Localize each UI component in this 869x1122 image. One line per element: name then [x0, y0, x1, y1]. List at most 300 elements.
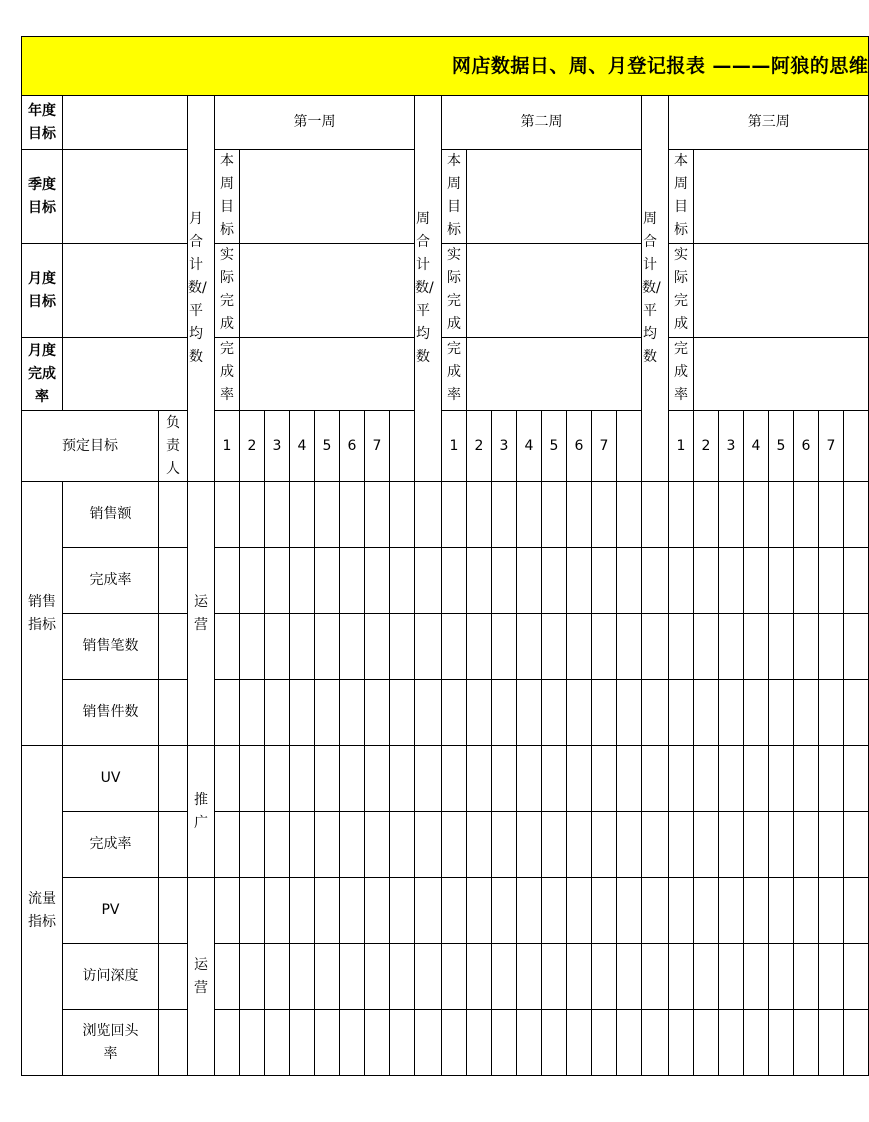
- data-cell[interactable]: [794, 680, 819, 746]
- data-cell[interactable]: [517, 614, 542, 680]
- data-cell[interactable]: [592, 878, 617, 944]
- data-cell[interactable]: [567, 482, 592, 548]
- data-cell[interactable]: [467, 614, 492, 680]
- data-cell[interactable]: [390, 614, 415, 680]
- data-cell[interactable]: [794, 878, 819, 944]
- data-cell[interactable]: [415, 482, 442, 548]
- data-cell[interactable]: [844, 680, 869, 746]
- data-cell[interactable]: [744, 614, 769, 680]
- data-cell[interactable]: [492, 746, 517, 812]
- data-cell[interactable]: [669, 680, 694, 746]
- data-cell[interactable]: [240, 812, 265, 878]
- data-cell[interactable]: [517, 1010, 542, 1076]
- data-cell[interactable]: [290, 548, 315, 614]
- data-cell[interactable]: [642, 944, 669, 1010]
- week-3-rate-text: 完成率: [674, 341, 688, 403]
- data-cell[interactable]: [719, 812, 744, 878]
- data-cell[interactable]: [492, 878, 517, 944]
- data-cell[interactable]: [517, 680, 542, 746]
- data-cell[interactable]: [240, 680, 265, 746]
- data-cell[interactable]: [442, 482, 467, 548]
- metric-target-value: [159, 878, 188, 944]
- data-cell[interactable]: [769, 1010, 794, 1076]
- data-cell[interactable]: [290, 812, 315, 878]
- data-cell[interactable]: [744, 548, 769, 614]
- data-cell[interactable]: [240, 1010, 265, 1076]
- data-cell[interactable]: [315, 548, 340, 614]
- data-cell[interactable]: [415, 548, 442, 614]
- data-cell[interactable]: [719, 944, 744, 1010]
- data-cell[interactable]: [315, 746, 340, 812]
- data-cell[interactable]: [290, 1010, 315, 1076]
- metric-label-text: 销售件数: [82, 704, 139, 720]
- data-cell[interactable]: [390, 680, 415, 746]
- data-cell[interactable]: [215, 1010, 240, 1076]
- data-cell[interactable]: [265, 614, 290, 680]
- data-cell[interactable]: [290, 680, 315, 746]
- data-cell[interactable]: [390, 878, 415, 944]
- data-cell[interactable]: [340, 614, 365, 680]
- day-number: 3: [499, 437, 509, 454]
- data-cell[interactable]: [442, 548, 467, 614]
- data-cell[interactable]: [769, 746, 794, 812]
- day-number: 2: [474, 437, 484, 454]
- data-cell[interactable]: [819, 878, 844, 944]
- data-cell[interactable]: [467, 1010, 492, 1076]
- metric-target-value: [159, 746, 188, 812]
- data-cell[interactable]: [315, 614, 340, 680]
- data-cell[interactable]: [819, 746, 844, 812]
- week-3-day-cell: [719, 411, 744, 482]
- data-cell[interactable]: [442, 812, 467, 878]
- data-cell[interactable]: [240, 878, 265, 944]
- month-target-text: 月度目标: [28, 270, 56, 310]
- week-2-header: [442, 96, 642, 150]
- data-cell[interactable]: [769, 548, 794, 614]
- data-cell[interactable]: [442, 878, 467, 944]
- data-cell[interactable]: [215, 680, 240, 746]
- data-cell[interactable]: [290, 614, 315, 680]
- week-2-rate-value: [467, 338, 642, 411]
- data-cell[interactable]: [769, 878, 794, 944]
- data-cell[interactable]: [719, 1010, 744, 1076]
- week-3-day-cell: [769, 411, 794, 482]
- data-cell[interactable]: [240, 548, 265, 614]
- month-completion-label: [22, 338, 63, 411]
- data-cell[interactable]: [617, 746, 642, 812]
- owner-cell: [188, 746, 215, 878]
- data-cell[interactable]: [467, 482, 492, 548]
- data-cell[interactable]: [567, 548, 592, 614]
- data-cell[interactable]: [467, 680, 492, 746]
- data-cell[interactable]: [365, 812, 390, 878]
- data-cell[interactable]: [290, 944, 315, 1010]
- week-3-target-label: [669, 150, 694, 244]
- week-1-actual-label: [215, 244, 240, 338]
- data-cell[interactable]: [794, 812, 819, 878]
- data-cell[interactable]: [542, 812, 567, 878]
- data-cell[interactable]: [694, 1010, 719, 1076]
- data-cell[interactable]: [340, 1010, 365, 1076]
- day-number: 6: [801, 437, 811, 454]
- data-cell[interactable]: [517, 746, 542, 812]
- data-cell[interactable]: [794, 548, 819, 614]
- data-cell[interactable]: [517, 878, 542, 944]
- data-cell[interactable]: [517, 482, 542, 548]
- data-cell[interactable]: [340, 812, 365, 878]
- data-cell[interactable]: [719, 614, 744, 680]
- month-target-value: [63, 244, 188, 338]
- data-cell[interactable]: [744, 878, 769, 944]
- data-cell[interactable]: [794, 614, 819, 680]
- data-cell[interactable]: [365, 680, 390, 746]
- data-cell[interactable]: [567, 746, 592, 812]
- data-cell[interactable]: [467, 812, 492, 878]
- data-cell[interactable]: [567, 680, 592, 746]
- data-cell[interactable]: [592, 944, 617, 1010]
- data-cell[interactable]: [719, 878, 744, 944]
- data-cell[interactable]: [794, 746, 819, 812]
- data-cell[interactable]: [290, 878, 315, 944]
- data-cell[interactable]: [467, 878, 492, 944]
- data-cell[interactable]: [365, 944, 390, 1010]
- data-cell[interactable]: [265, 548, 290, 614]
- data-cell[interactable]: [415, 1010, 442, 1076]
- data-cell[interactable]: [340, 680, 365, 746]
- data-cell[interactable]: [694, 812, 719, 878]
- week-2-rate-label: [442, 338, 467, 411]
- data-cell[interactable]: [365, 878, 390, 944]
- data-cell[interactable]: [617, 548, 642, 614]
- table-row: [22, 1010, 869, 1076]
- data-cell[interactable]: [215, 878, 240, 944]
- month-sum-text: 月合计数/平均数: [188, 211, 207, 365]
- week-2-day-cell: [492, 411, 517, 482]
- data-cell[interactable]: [642, 746, 669, 812]
- data-cell[interactable]: [315, 878, 340, 944]
- data-cell[interactable]: [265, 878, 290, 944]
- data-cell[interactable]: [642, 614, 669, 680]
- day-number: 7: [372, 437, 382, 454]
- data-cell[interactable]: [694, 878, 719, 944]
- table-row: [22, 614, 869, 680]
- data-cell[interactable]: [442, 680, 467, 746]
- data-cell[interactable]: [390, 812, 415, 878]
- data-cell[interactable]: [442, 1010, 467, 1076]
- data-cell[interactable]: [669, 548, 694, 614]
- data-cell[interactable]: [719, 680, 744, 746]
- data-cell[interactable]: [592, 746, 617, 812]
- week-1-day-cell: [390, 411, 415, 482]
- data-cell[interactable]: [642, 812, 669, 878]
- data-cell[interactable]: [819, 482, 844, 548]
- data-cell[interactable]: [492, 1010, 517, 1076]
- metric-label: [63, 680, 159, 746]
- day-number: 3: [272, 437, 282, 454]
- data-cell[interactable]: [669, 482, 694, 548]
- data-cell[interactable]: [592, 1010, 617, 1076]
- owner-cell: [188, 482, 215, 746]
- data-cell[interactable]: [592, 548, 617, 614]
- data-cell[interactable]: [315, 1010, 340, 1076]
- data-cell[interactable]: [340, 482, 365, 548]
- day-number: 5: [322, 437, 332, 454]
- data-cell[interactable]: [467, 548, 492, 614]
- data-cell[interactable]: [542, 614, 567, 680]
- data-cell[interactable]: [642, 482, 669, 548]
- data-cell[interactable]: [265, 812, 290, 878]
- data-cell[interactable]: [744, 482, 769, 548]
- metric-label: [63, 1010, 159, 1076]
- data-cell[interactable]: [215, 746, 240, 812]
- data-cell[interactable]: [567, 812, 592, 878]
- data-cell[interactable]: [819, 1010, 844, 1076]
- group-label-2: [22, 746, 63, 1076]
- data-cell[interactable]: [340, 746, 365, 812]
- data-cell[interactable]: [517, 548, 542, 614]
- data-cell[interactable]: [517, 812, 542, 878]
- data-cell[interactable]: [844, 614, 869, 680]
- data-cell[interactable]: [492, 482, 517, 548]
- data-cell[interactable]: [819, 680, 844, 746]
- week-1-day-cell: [365, 411, 390, 482]
- data-cell[interactable]: [467, 746, 492, 812]
- day-number: 2: [701, 437, 711, 454]
- data-cell[interactable]: [642, 1010, 669, 1076]
- data-cell[interactable]: [819, 614, 844, 680]
- metric-label-text: UV: [100, 770, 121, 786]
- annual-target-value: [63, 96, 188, 150]
- data-cell[interactable]: [844, 746, 869, 812]
- data-cell[interactable]: [744, 812, 769, 878]
- data-cell[interactable]: [819, 944, 844, 1010]
- data-cell[interactable]: [390, 944, 415, 1010]
- data-cell[interactable]: [642, 680, 669, 746]
- data-cell[interactable]: [365, 482, 390, 548]
- data-cell[interactable]: [215, 614, 240, 680]
- data-cell[interactable]: [744, 746, 769, 812]
- data-cell[interactable]: [492, 680, 517, 746]
- data-cell[interactable]: [265, 746, 290, 812]
- data-cell[interactable]: [365, 614, 390, 680]
- data-cell[interactable]: [415, 944, 442, 1010]
- week-2-label: 第二周: [520, 114, 563, 130]
- metric-target-value: [159, 944, 188, 1010]
- data-cell[interactable]: [315, 680, 340, 746]
- data-cell[interactable]: [492, 614, 517, 680]
- data-cell[interactable]: [542, 482, 567, 548]
- week-2-day-cell: [542, 411, 567, 482]
- week-2-actual-value: [467, 244, 642, 338]
- data-cell[interactable]: [290, 482, 315, 548]
- data-cell[interactable]: [794, 944, 819, 1010]
- week-3-target-text: 本周目标: [674, 153, 688, 238]
- data-cell[interactable]: [567, 614, 592, 680]
- data-cell[interactable]: [844, 812, 869, 878]
- data-cell[interactable]: [642, 878, 669, 944]
- data-cell[interactable]: [617, 812, 642, 878]
- metric-target-value: [159, 1010, 188, 1076]
- table-row: [22, 812, 869, 878]
- data-cell[interactable]: [442, 746, 467, 812]
- data-cell[interactable]: [669, 1010, 694, 1076]
- data-cell[interactable]: [592, 614, 617, 680]
- day-number: 1: [449, 437, 459, 454]
- data-cell[interactable]: [669, 812, 694, 878]
- data-cell[interactable]: [415, 614, 442, 680]
- data-cell[interactable]: [365, 548, 390, 614]
- data-cell[interactable]: [567, 944, 592, 1010]
- data-cell[interactable]: [340, 878, 365, 944]
- data-cell[interactable]: [315, 944, 340, 1010]
- data-cell[interactable]: [719, 548, 744, 614]
- data-cell[interactable]: [365, 1010, 390, 1076]
- data-cell[interactable]: [415, 878, 442, 944]
- week-3-day-cell: [744, 411, 769, 482]
- day-number: 5: [549, 437, 559, 454]
- data-cell[interactable]: [315, 482, 340, 548]
- data-cell[interactable]: [769, 680, 794, 746]
- owner-cell-text: 运营: [194, 956, 208, 996]
- data-cell[interactable]: [315, 812, 340, 878]
- data-cell[interactable]: [240, 944, 265, 1010]
- report-title: [22, 37, 869, 96]
- week-2-day-cell: [592, 411, 617, 482]
- data-cell[interactable]: [365, 746, 390, 812]
- data-cell[interactable]: [719, 482, 744, 548]
- group-label-text: 流量指标: [28, 890, 56, 930]
- data-cell[interactable]: [492, 944, 517, 1010]
- data-cell[interactable]: [694, 548, 719, 614]
- data-cell[interactable]: [617, 482, 642, 548]
- owner-text: 负责人: [166, 414, 180, 477]
- data-cell[interactable]: [390, 482, 415, 548]
- data-cell[interactable]: [592, 482, 617, 548]
- table-row: [22, 944, 869, 1010]
- data-cell[interactable]: [415, 812, 442, 878]
- data-cell[interactable]: [844, 482, 869, 548]
- data-cell[interactable]: [617, 1010, 642, 1076]
- data-cell[interactable]: [617, 944, 642, 1010]
- data-cell[interactable]: [542, 746, 567, 812]
- table-row: [22, 878, 869, 944]
- data-cell[interactable]: [744, 680, 769, 746]
- data-cell[interactable]: [215, 944, 240, 1010]
- data-cell[interactable]: [542, 878, 567, 944]
- data-cell[interactable]: [669, 614, 694, 680]
- data-cell[interactable]: [415, 680, 442, 746]
- data-cell[interactable]: [794, 482, 819, 548]
- data-cell[interactable]: [542, 944, 567, 1010]
- data-cell[interactable]: [844, 944, 869, 1010]
- data-cell[interactable]: [265, 1010, 290, 1076]
- data-cell[interactable]: [844, 878, 869, 944]
- data-cell[interactable]: [492, 812, 517, 878]
- table-row: [22, 746, 869, 812]
- data-cell[interactable]: [542, 680, 567, 746]
- data-cell[interactable]: [744, 1010, 769, 1076]
- data-cell[interactable]: [390, 1010, 415, 1076]
- week-2-actual-label: [442, 244, 467, 338]
- data-cell[interactable]: [567, 1010, 592, 1076]
- week-3-day-cell: [844, 411, 869, 482]
- data-cell[interactable]: [542, 1010, 567, 1076]
- week-2-day-cell: [517, 411, 542, 482]
- data-cell[interactable]: [769, 482, 794, 548]
- data-cell[interactable]: [769, 812, 794, 878]
- data-cell[interactable]: [390, 548, 415, 614]
- data-cell[interactable]: [694, 746, 719, 812]
- data-cell[interactable]: [215, 482, 240, 548]
- week-2-day-cell: [617, 411, 642, 482]
- data-cell[interactable]: [492, 548, 517, 614]
- data-cell[interactable]: [819, 548, 844, 614]
- data-cell[interactable]: [240, 482, 265, 548]
- data-cell[interactable]: [542, 548, 567, 614]
- data-cell[interactable]: [240, 614, 265, 680]
- data-cell[interactable]: [694, 944, 719, 1010]
- data-cell[interactable]: [442, 944, 467, 1010]
- week-3-label: 第三周: [747, 114, 790, 130]
- data-cell[interactable]: [669, 746, 694, 812]
- data-cell[interactable]: [415, 746, 442, 812]
- data-cell[interactable]: [442, 614, 467, 680]
- data-cell[interactable]: [340, 548, 365, 614]
- metric-label: [63, 482, 159, 548]
- data-cell[interactable]: [669, 878, 694, 944]
- data-cell[interactable]: [617, 878, 642, 944]
- data-cell[interactable]: [215, 548, 240, 614]
- data-cell[interactable]: [844, 548, 869, 614]
- data-cell[interactable]: [592, 812, 617, 878]
- data-cell[interactable]: [769, 944, 794, 1010]
- data-cell[interactable]: [769, 614, 794, 680]
- data-cell[interactable]: [467, 944, 492, 1010]
- week-2-day-cell: [442, 411, 467, 482]
- data-cell[interactable]: [669, 944, 694, 1010]
- data-cell[interactable]: [844, 1010, 869, 1076]
- data-cell[interactable]: [642, 548, 669, 614]
- data-cell[interactable]: [290, 746, 315, 812]
- data-cell[interactable]: [390, 746, 415, 812]
- data-cell[interactable]: [694, 482, 719, 548]
- data-cell[interactable]: [517, 944, 542, 1010]
- week-3-actual-label: [669, 244, 694, 338]
- data-cell[interactable]: [265, 680, 290, 746]
- data-cell[interactable]: [240, 746, 265, 812]
- data-cell[interactable]: [340, 944, 365, 1010]
- data-cell[interactable]: [592, 680, 617, 746]
- data-cell[interactable]: [744, 944, 769, 1010]
- week-2-target-value: [467, 150, 642, 244]
- data-cell[interactable]: [265, 944, 290, 1010]
- day-number: 5: [776, 437, 786, 454]
- data-cell[interactable]: [215, 812, 240, 878]
- owner-cell-text: 运营: [194, 593, 208, 633]
- data-cell[interactable]: [819, 812, 844, 878]
- data-cell[interactable]: [567, 878, 592, 944]
- report-title-text: 网店数据日、周、月登记报表 ———阿狼的思维: [451, 54, 869, 77]
- data-cell[interactable]: [694, 680, 719, 746]
- data-cell[interactable]: [694, 614, 719, 680]
- data-cell[interactable]: [617, 680, 642, 746]
- data-cell[interactable]: [794, 1010, 819, 1076]
- data-cell[interactable]: [265, 482, 290, 548]
- table-row: [22, 548, 869, 614]
- data-cell[interactable]: [719, 746, 744, 812]
- data-cell[interactable]: [617, 614, 642, 680]
- week-1-day-cell: [290, 411, 315, 482]
